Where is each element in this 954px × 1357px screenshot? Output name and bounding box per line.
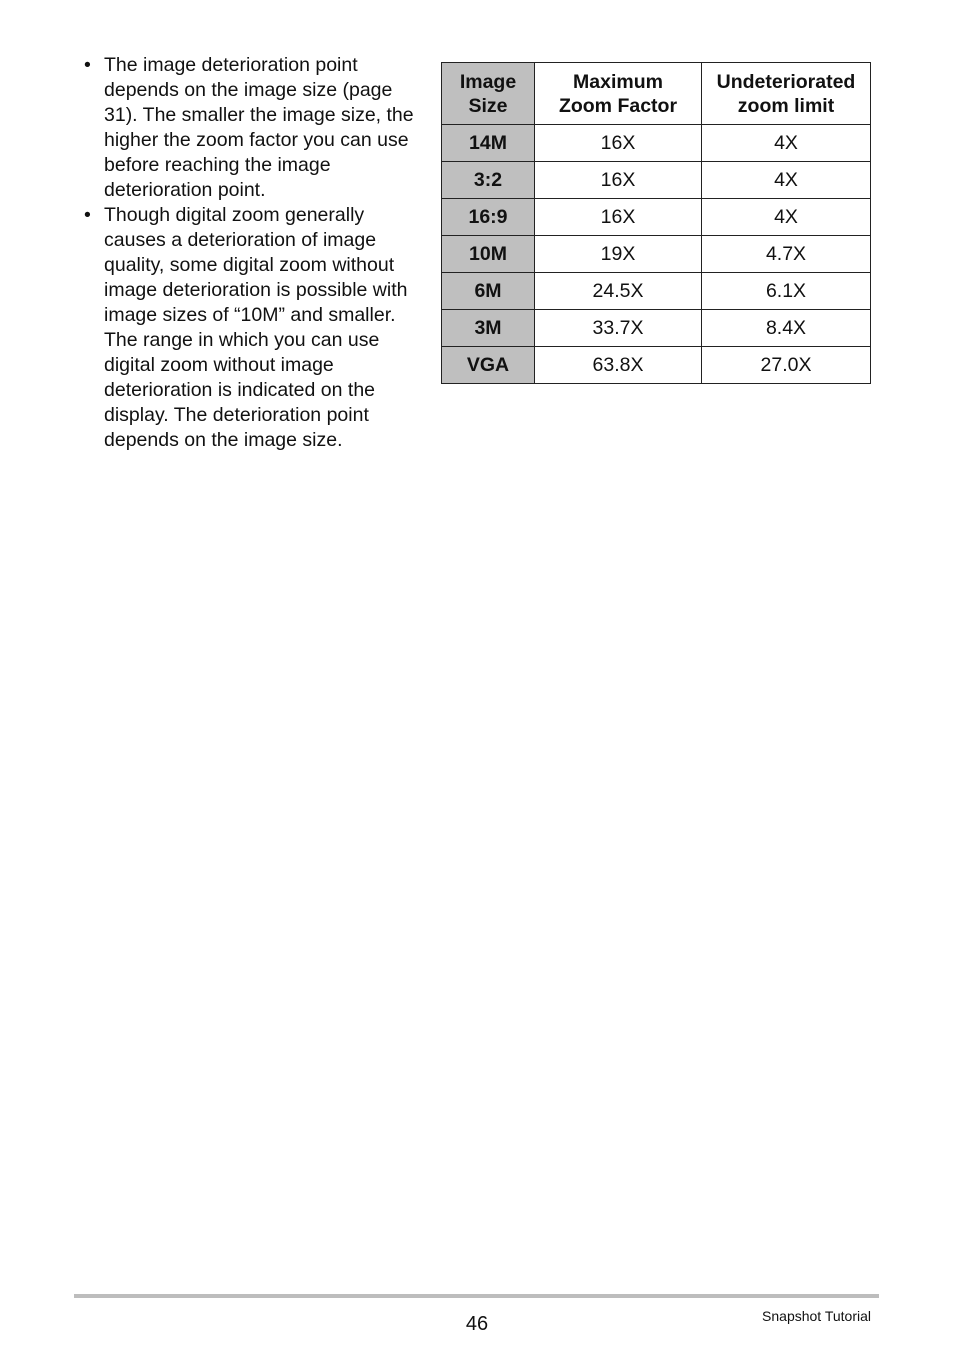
table-row <box>442 347 871 384</box>
table-header-row <box>442 63 871 125</box>
table-row <box>442 273 871 310</box>
page-number: 46 <box>465 1313 489 1335</box>
table-row <box>442 236 871 273</box>
table-row <box>442 162 871 199</box>
header-line: Undeteriorated <box>716 70 856 93</box>
section-name: Snapshot Tutorial <box>762 1308 871 1324</box>
cell-max-zoom: 33.7X <box>535 310 702 347</box>
cell-image-size: 6M <box>442 273 535 310</box>
header-line: Image <box>459 70 517 93</box>
cell-zoom-limit: 8.4X <box>702 310 871 347</box>
cell-image-size: 3M <box>442 310 535 347</box>
header-max-zoom <box>535 63 702 125</box>
bullet-list <box>84 53 416 453</box>
cell-zoom-limit: 4.7X <box>702 236 871 273</box>
bullet-item <box>84 53 416 203</box>
table-row <box>442 199 871 236</box>
bullet-mark: • <box>84 54 91 76</box>
cell-image-size: 16:9 <box>442 199 535 236</box>
zoom-table <box>441 62 871 384</box>
bullet-item <box>84 203 416 453</box>
cell-zoom-limit: 6.1X <box>702 273 871 310</box>
header-image-size <box>442 63 535 125</box>
cell-zoom-limit: 4X <box>702 199 871 236</box>
header-line: Zoom Factor <box>558 94 678 117</box>
header-line: zoom limit <box>737 94 835 117</box>
cell-zoom-limit: 4X <box>702 125 871 162</box>
cell-image-size: 10M <box>442 236 535 273</box>
cell-max-zoom: 63.8X <box>535 347 702 384</box>
cell-max-zoom: 16X <box>535 199 702 236</box>
cell-zoom-limit: 4X <box>702 162 871 199</box>
bullet-mark: • <box>84 204 91 226</box>
cell-zoom-limit: 27.0X <box>702 347 871 384</box>
table-row <box>442 310 871 347</box>
cell-image-size: 3:2 <box>442 162 535 199</box>
bullet-text: The image deterioration point depends on the image size (page 31). The smaller the image size, the higher the zoom factor you can use before reaching the image deterioration point. <box>104 54 414 201</box>
cell-max-zoom: 19X <box>535 236 702 273</box>
header-line: Maximum <box>573 70 663 93</box>
cell-max-zoom: 16X <box>535 125 702 162</box>
table-row <box>442 125 871 162</box>
bullet-text: Though digital zoom generally causes a deterioration of image quality, some digital zoom without image deterioration is possible with image sizes of “10M” and smaller. The range in which you can use digital zoom without image deterioration is indicated on the display. The deterioration point depends on the image size. <box>104 204 408 451</box>
cell-max-zoom: 24.5X <box>535 273 702 310</box>
footer-divider <box>74 1294 879 1298</box>
cell-max-zoom: 16X <box>535 162 702 199</box>
header-undeteriorated-limit <box>702 63 871 125</box>
header-line: Size <box>468 94 508 117</box>
cell-image-size: VGA <box>442 347 535 384</box>
cell-image-size: 14M <box>442 125 535 162</box>
